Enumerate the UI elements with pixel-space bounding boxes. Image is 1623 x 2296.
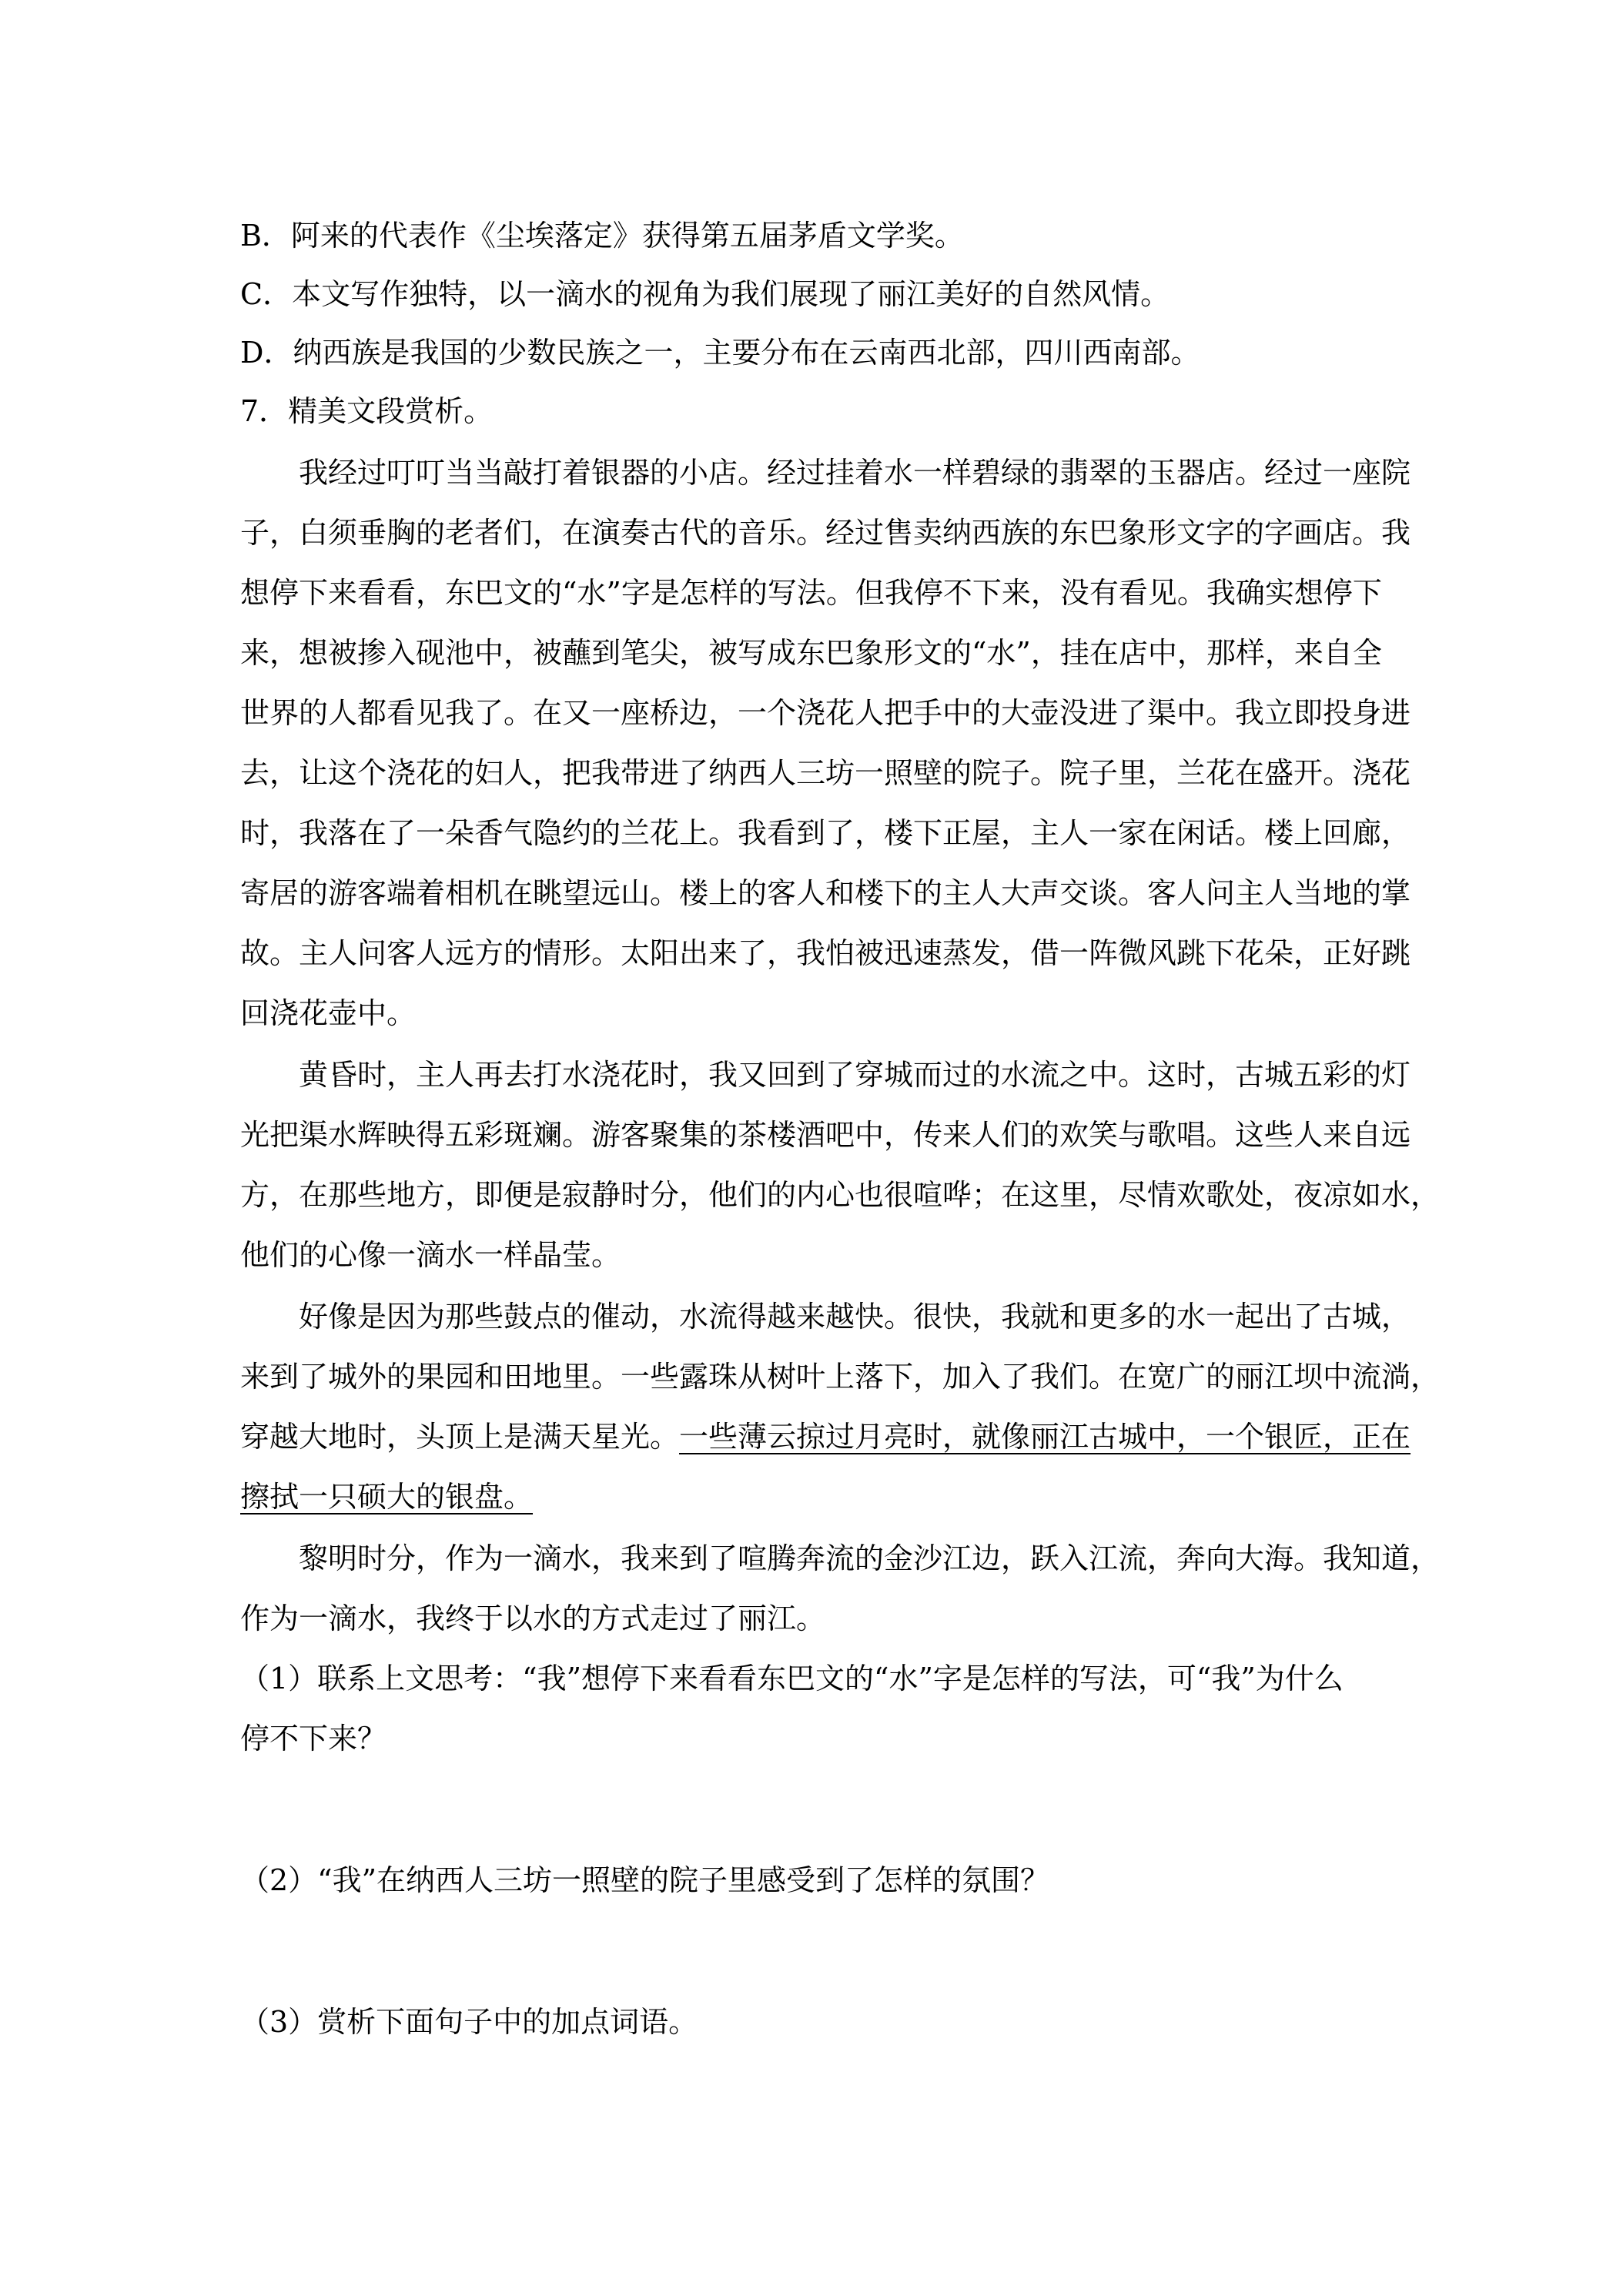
passage-p1-line: 我经过叮叮当当敲打着银器的小店。经过挂着水一样碧绿的翡翠的玉器店。经过一座院 <box>299 456 1411 490</box>
passage-p1-line: 来，想被掺入砚池中，被蘸到笔尖，被写成东巴象形文的“水”，挂在店中，那样，来自全 <box>240 636 1382 670</box>
subquestion-2: （2）“我”在纳西人三坊一照壁的院子里感受到了怎样的氛围？ <box>240 1863 1050 1897</box>
underlined-sentence: 一些薄云掠过月亮时，就像丽江古城中，一个银匠，正在 <box>679 1420 1411 1454</box>
passage-p1-line: 故。主人问客人远方的情形。太阳出来了，我怕被迅速蒸发，借一阵微风跳下花朵，正好跳 <box>240 936 1411 970</box>
passage-p4-line: 黎明时分，作为一滴水，我来到了喧腾奔流的金沙江边，跃入江流，奔向大海。我知道， <box>299 1541 1441 1575</box>
option-b: B．阿来的代表作《尘埃落定》获得第五届茅盾文学奖。 <box>240 219 964 253</box>
passage-p2-line: 方，在那些地方，即便是寂静时分，他们的内心也很喧哗；在这里，尽情欢歌处，夜凉如水， <box>240 1178 1441 1212</box>
underlined-sentence: 擦拭一只硕大的银盘。 <box>240 1480 534 1514</box>
passage-p1-line: 去，让这个浇花的妇人，把我带进了纳西人三坊一照壁的院子。院子里，兰花在盛开。浇花 <box>240 756 1411 790</box>
passage-p1-line: 子，白须垂胸的老者们，在演奏古代的音乐。经过售卖纳西族的东巴象形文字的字画店。我 <box>240 516 1411 550</box>
passage-text: 穿越大地时，头顶上是满天星光。 <box>240 1420 680 1454</box>
passage-p1-line: 时，我落在了一朵香气隐约的兰花上。我看到了，楼下正屋，主人一家在闲话。楼上回廊， <box>240 816 1411 850</box>
passage-p1-line: 世界的人都看见我了。在又一座桥边，一个浇花人把手中的大壶没进了渠中。我立即投身进 <box>240 696 1411 730</box>
subquestion-1-continued: 停不下来？ <box>240 1722 387 1755</box>
passage-p2-line: 他们的心像一滴水一样晶莹。 <box>240 1238 621 1272</box>
passage-p4-line: 作为一滴水，我终于以水的方式走过了丽江。 <box>240 1602 826 1635</box>
passage-p2-line: 黄昏时，主人再去打水浇花时，我又回到了穿城而过的水流之中。这时，古城五彩的灯 <box>299 1058 1411 1092</box>
passage-p1-line: 想停下来看看，东巴文的“水”字是怎样的写法。但我停不下来，没有看见。我确实想停下 <box>240 576 1382 610</box>
passage-p3-line: 来到了城外的果园和田地里。一些露珠从树叶上落下，加入了我们。在宽广的丽江坝中流淌， <box>240 1360 1441 1394</box>
option-d: D．纳西族是我国的少数民族之一，主要分布在云南西北部，四川西南部。 <box>240 336 1200 370</box>
passage-p2-line: 光把渠水辉映得五彩斑斓。游客聚集的茶楼酒吧中，传来人们的欢笑与歌唱。这些人来自远 <box>240 1118 1411 1152</box>
passage-p3-line <box>240 1477 533 1517</box>
passage-p1-line: 寄居的游客端着相机在眺望远山。楼上的客人和楼下的主人大声交谈。客人问主人当地的掌 <box>240 876 1411 910</box>
passage-p3-line <box>240 1417 1411 1457</box>
option-c: C．本文写作独特，以一滴水的视角为我们展现了丽江美好的自然风情。 <box>240 277 1170 311</box>
subquestion-3: （3）赏析下面句子中的加点词语。 <box>240 2005 698 2039</box>
passage-p3-line: 好像是因为那些鼓点的催动，水流得越来越快。很快，我就和更多的水一起出了古城， <box>299 1300 1411 1334</box>
question-7-title: 7．精美文段赏析。 <box>240 394 494 428</box>
passage-p1-line: 回浇花壶中。 <box>240 996 417 1030</box>
subquestion-1: （1）联系上文思考：“我”想停下来看看东巴文的“水”字是怎样的写法，可“我”为什么 <box>240 1662 1344 1695</box>
